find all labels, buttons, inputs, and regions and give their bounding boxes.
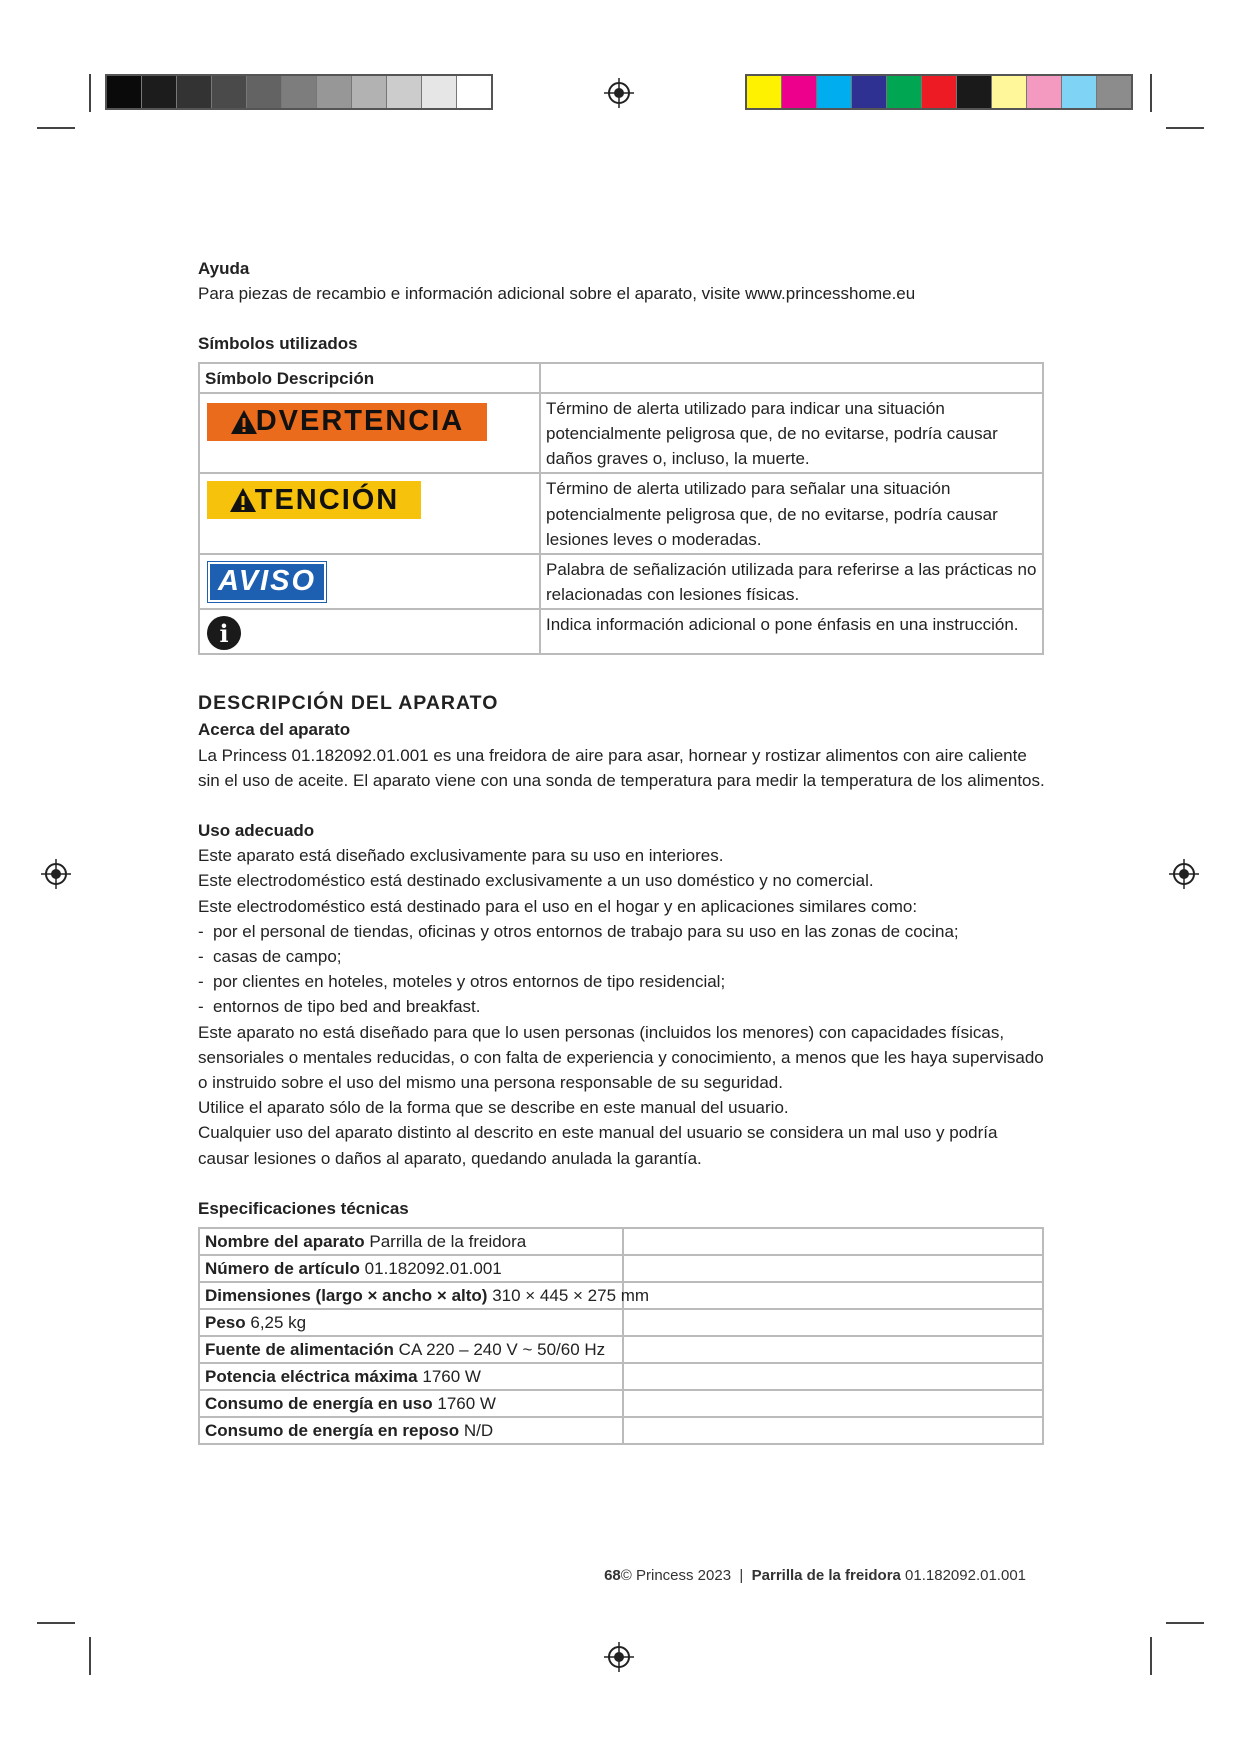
table-row <box>199 1255 1043 1282</box>
color-swatch <box>957 76 992 108</box>
symbols-heading: Símbolos utilizados <box>198 334 358 354</box>
color-swatch <box>387 76 422 108</box>
color-swatch <box>1097 76 1131 108</box>
spec-value: N/D <box>463 1421 494 1441</box>
intended-use-line: Este aparato está diseñado exclusivamente para su uso en interiores. <box>198 846 724 866</box>
notice-badge-label: AVISO <box>217 565 317 598</box>
color-swatch <box>352 76 387 108</box>
help-heading: Ayuda <box>198 259 250 278</box>
registration-mark-icon <box>604 1642 634 1672</box>
table-row <box>199 393 1043 474</box>
table-row <box>199 1282 1043 1309</box>
spec-label: Fuente de alimentación <box>205 1340 394 1360</box>
spec-label: Dimensiones (largo × ancho × alto) <box>205 1286 488 1306</box>
spec-label: Peso <box>205 1313 246 1333</box>
warning-description: Término de alerta utilizado para indicar una situación potencialmente peligrosa que, de no evitarse, podría causar daños graves o, incluso, la muerte. <box>540 393 1043 474</box>
help-text: Para piezas de recambio e información adicional sobre el aparato, visite www.princesshome.eu <box>198 284 916 304</box>
table-row <box>199 1228 1043 1255</box>
color-swatch <box>992 76 1027 108</box>
footer-product: Parrilla de la freidora <box>751 1567 901 1584</box>
footer-copyright: © Princess 2023 <box>620 1567 732 1584</box>
color-swatch <box>107 76 142 108</box>
intended-use-text: Este aparato no está diseñado para que lo usen personas (incluidos los menores) con capacidades físicas, sensoriales o mentales reducidas, o con falta de experiencia y conocimiento, a menos que les haya supervisado o instruido sobre el uso del mismo una persona responsable de su seguridad. <box>198 1022 1044 1093</box>
info-icon: i <box>207 616 241 650</box>
grayscale-color-bar <box>105 74 493 110</box>
symbols-table <box>198 362 1044 656</box>
registration-mark-icon <box>604 78 634 108</box>
specs-table <box>198 1227 1044 1445</box>
spec-label: Consumo de energía en uso <box>205 1394 433 1414</box>
color-swatch <box>922 76 957 108</box>
intended-use-line: Este electrodoméstico está destinado para el uso en el hogar y en aplicaciones similares como: <box>198 896 918 916</box>
table-row <box>199 1336 1043 1363</box>
spec-value: 1760 W <box>422 1367 481 1387</box>
color-swatch <box>457 76 491 108</box>
color-swatch <box>1062 76 1097 108</box>
color-swatch <box>317 76 352 108</box>
table-row <box>199 363 1043 393</box>
color-swatch <box>852 76 887 108</box>
page-number: 68 <box>604 1567 621 1584</box>
spec-value: Parrilla de la freidora <box>369 1232 527 1252</box>
spec-label: Consumo de energía en reposo <box>205 1421 460 1441</box>
warning-badge <box>207 403 487 441</box>
color-swatch <box>817 76 852 108</box>
color-swatch <box>1027 76 1062 108</box>
caution-description: Término de alerta utilizado para señalar una situación potencialmente peligrosa que, de no evitarse, podría causar lesiones leves o moderadas. <box>540 473 1043 554</box>
page-footer <box>604 1567 1026 1584</box>
registration-mark-icon <box>41 859 71 889</box>
table-row <box>199 554 1043 609</box>
list-item: - por el personal de tiendas, oficinas y otros entornos de trabajo para su uso en las zonas de cocina; <box>198 921 959 941</box>
list-item: - casas de campo; <box>198 947 342 967</box>
footer-code: 01.182092.01.001 <box>905 1567 1026 1584</box>
warning-badge-label: DVERTENCIA <box>255 405 465 438</box>
section-heading: DESCRIPCIÓN DEL APARATO <box>198 692 499 715</box>
intended-use-heading: Uso adecuado <box>198 821 315 841</box>
table-row <box>199 1390 1043 1417</box>
spec-value: CA 220 – 240 V ~ 50/60 Hz <box>398 1340 606 1360</box>
symbols-table-header: Símbolo Descripción <box>199 363 540 393</box>
spec-label: Nombre del aparato <box>205 1232 365 1252</box>
about-text: La Princess 01.182092.01.001 es una freidora de aire para asar, hornear y rostizar alimentos con aire caliente sin el uso de aceite. El aparato viene con una sonda de temperatura para medir la temperatura de los alimentos. <box>198 745 1045 790</box>
list-item: - entornos de tipo bed and breakfast. <box>198 997 481 1017</box>
page-content <box>198 256 1046 1445</box>
intended-use-line: Este electrodoméstico está destinado exclusivamente a un uso doméstico y no comercial. <box>198 871 874 891</box>
spec-label: Número de artículo <box>205 1259 360 1279</box>
table-row <box>199 473 1043 554</box>
table-row <box>199 1363 1043 1390</box>
spec-value: 6,25 kg <box>250 1313 307 1333</box>
color-swatch <box>747 76 782 108</box>
spec-value: 310 × 445 × 275 mm <box>492 1286 650 1306</box>
intended-use-text: Cualquier uso del aparato distinto al descrito en este manual del usuario se considera un mal uso y podría causar lesiones o daños al aparato, quedando anulada la garantía. <box>198 1123 998 1168</box>
notice-badge <box>208 562 326 602</box>
notice-description: Palabra de señalización utilizada para referirse a las prácticas no relacionadas con lesiones físicas. <box>540 554 1043 609</box>
process-color-bar <box>745 74 1133 110</box>
registration-mark-icon <box>1169 859 1199 889</box>
spec-label: Potencia eléctrica máxima <box>205 1367 418 1387</box>
table-row <box>199 1309 1043 1336</box>
about-heading: Acerca del aparato <box>198 720 351 740</box>
caution-badge-label: TENCIÓN <box>254 483 400 516</box>
warning-triangle-icon <box>229 487 257 513</box>
color-swatch <box>177 76 212 108</box>
color-swatch <box>247 76 282 108</box>
caution-badge <box>207 481 421 519</box>
info-description: Indica información adicional o pone énfasis en una instrucción. <box>540 609 1043 654</box>
table-row <box>199 609 1043 654</box>
spec-value: 01.182092.01.001 <box>364 1259 502 1279</box>
specs-heading: Especificaciones técnicas <box>198 1198 409 1218</box>
list-item: - por clientes en hoteles, moteles y otros entornos de tipo residencial; <box>198 972 726 992</box>
color-swatch <box>782 76 817 108</box>
color-swatch <box>282 76 317 108</box>
color-swatch <box>422 76 457 108</box>
color-swatch <box>887 76 922 108</box>
color-swatch <box>212 76 247 108</box>
warning-triangle-icon <box>230 409 258 435</box>
color-swatch <box>142 76 177 108</box>
footer-separator: | <box>739 1567 744 1584</box>
table-row <box>199 1417 1043 1444</box>
intended-use-text: Utilice el aparato sólo de la forma que se describe en este manual del usuario. <box>198 1098 789 1118</box>
spec-value: 1760 W <box>437 1394 496 1414</box>
